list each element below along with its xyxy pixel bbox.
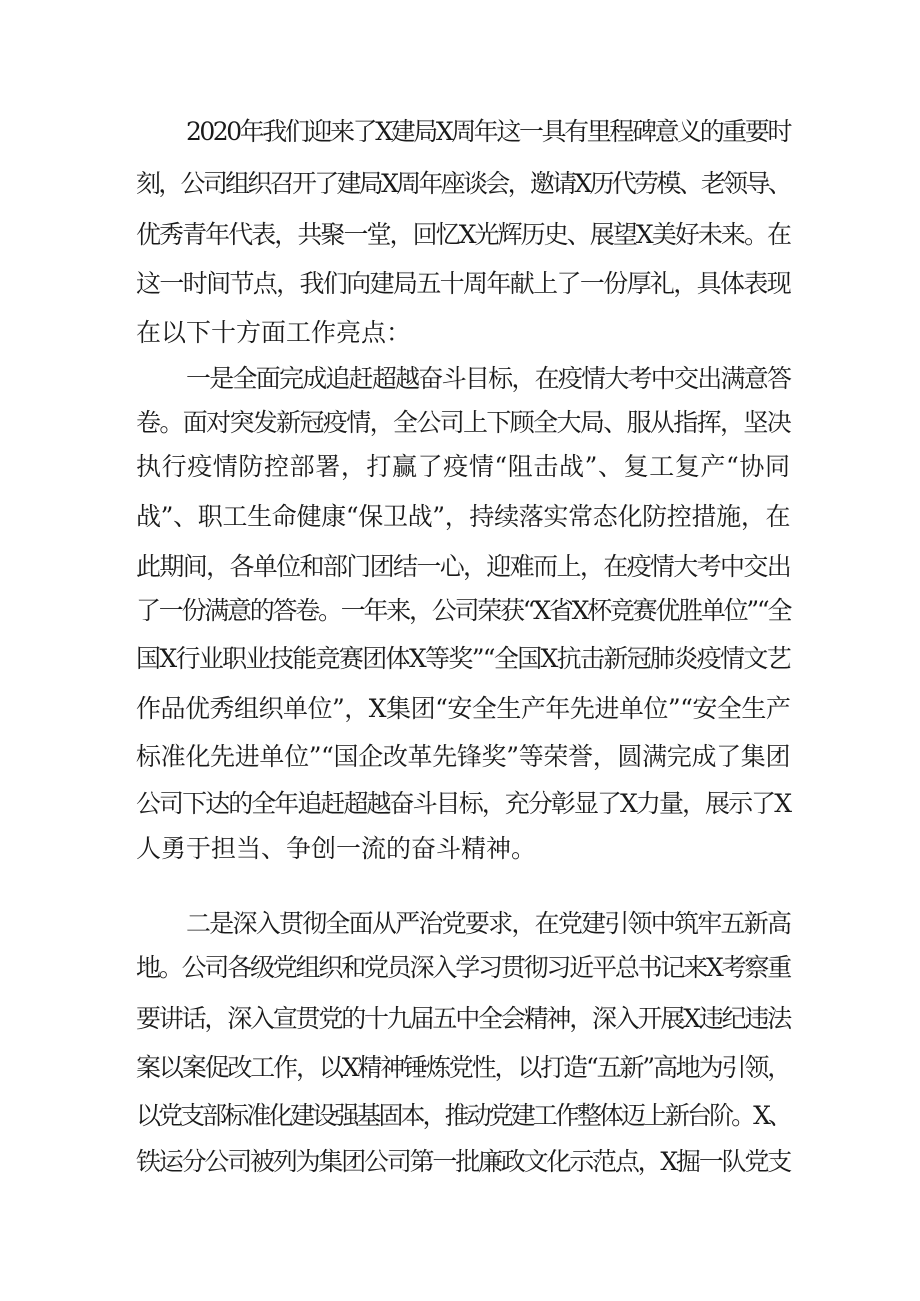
paragraph-2-line-5: 此期间，各单位和部门团结一心，迎难而上，在疫情大考中交出 [136, 552, 790, 581]
paragraph-2-line-8: 作品优秀组织单位”，X集团“安全生产年先进单位”“安全生产 [136, 694, 791, 723]
paragraph-2-line-1: 一是全面完成追赶超越奋斗目标，在疫情大考中交出满意答 [186, 364, 790, 393]
paragraph-2-line-3: 执行疫情防控部署，打赢了疫情“阻击战”、复工复产“协同 [136, 452, 790, 481]
paragraph-1-line-4: 这一时间节点，我们向建局五十周年献上了一份厚礼，具体表现 [136, 269, 790, 298]
paragraph-2-line-10: 公司下达的全年追赶超越奋斗目标，充分彰显了X力量，展示了X [136, 789, 790, 818]
paragraph-3-line-2: 地。公司各级党组织和党员深入学习贯彻习近平总书记来X考察重 [136, 953, 790, 982]
paragraph-1-line-2: 刻，公司组织召开了建局X周年座谈会，邀请X历代劳模、老领导、 [136, 169, 790, 198]
paragraph-2-line-2: 卷。面对突发新冠疫情，全公司上下顾全大局、服从指挥，坚决 [136, 408, 790, 437]
paragraph-2-line-11: 人勇于担当、争创一流的奋斗精神。 [136, 834, 537, 863]
paragraph-3-line-4: 案以案促改工作，以X精神锤炼党性，以打造“五新”高地为引领， [136, 1053, 790, 1082]
paragraph-2-line-9: 标准化先进单位”“国企改革先锋奖”等荣誉，圆满完成了集团 [136, 742, 790, 771]
paragraph-3-line-3: 要讲话，深入宣贯党的十九届五中全会精神，深入开展X违纪违法 [136, 1004, 790, 1033]
paragraph-2-line-7: 国X行业职业技能竞赛团体X等奖”“全国X抗击新冠肺炎疫情文艺 [136, 644, 790, 673]
paragraph-1-line-5: 在以下十方面工作亮点： [136, 318, 412, 347]
paragraph-3-line-5: 以党支部标准化建设强基固本，推动党建工作整体迈上新台阶。X、 [136, 1101, 790, 1130]
paragraph-2-line-4: 战”、职工生命健康“保卫战”，持续落实常态化防控措施，在 [136, 502, 790, 531]
paragraph-2-line-6: 了一份满意的答卷。一年来，公司荣获“X省X杯竞赛优胜单位”“全 [136, 596, 791, 625]
paragraph-1-line-3: 优秀青年代表，共聚一堂，回忆X光辉历史、展望X美好未来。在 [136, 220, 790, 249]
paragraph-3-line-6: 铁运分公司被列为集团公司第一批廉政文化示范点，X掘一队党支 [136, 1147, 790, 1176]
paragraph-3-line-1: 二是深入贯彻全面从严治党要求，在党建引领中筑牢五新高 [186, 909, 790, 938]
paragraph-1-line-1: 2020年我们迎来了X建局X周年这一具有里程碑意义的重要时 [186, 117, 790, 146]
